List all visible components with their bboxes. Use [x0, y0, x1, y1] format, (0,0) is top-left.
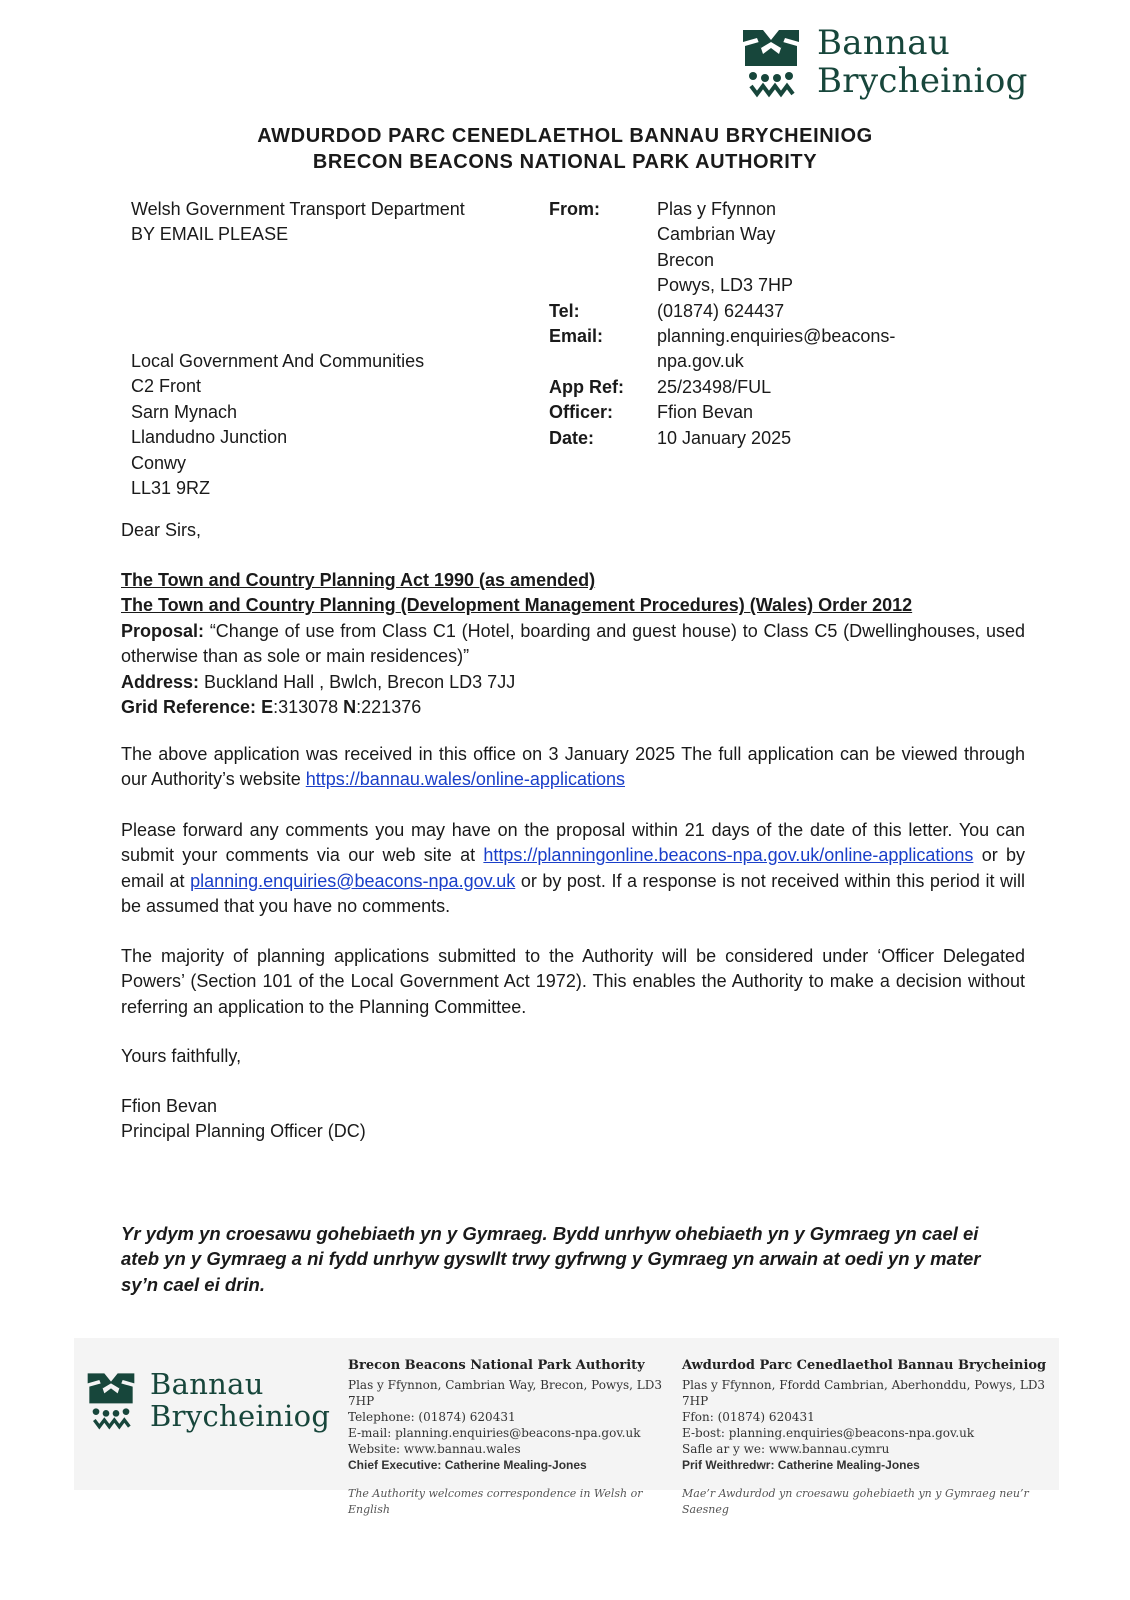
park-emblem-icon	[741, 26, 801, 98]
footer-en-title: Brecon Beacons National Park Authority	[348, 1358, 645, 1373]
from-line: Cambrian Way	[657, 224, 776, 245]
footer-en-address: Plas y Ffynnon, Cambrian Way, Brecon, Powys, LD3 7HP	[348, 1378, 662, 1408]
from-line: Powys, LD3 7HP	[657, 275, 794, 296]
from-label: From:	[549, 199, 600, 219]
recipient-line: Llandudno Junction	[131, 427, 288, 448]
recipient-line: Welsh Government Transport Department	[131, 199, 465, 219]
date-label: Date:	[549, 427, 595, 448]
brand-logo	[741, 24, 1031, 104]
footer-cy-email: E-bost: planning.enquiries@beacons-npa.gov.uk	[682, 1426, 975, 1440]
address-label: Address:	[121, 671, 200, 692]
recipient-line: Sarn Mynach	[131, 401, 238, 422]
paragraph-received	[121, 742, 1025, 793]
signatory-name: Ffion Bevan	[121, 1096, 218, 1116]
footer-welsh	[682, 1358, 1058, 1518]
paragraph-received-text: The above application was received in this office on 3 January 2025 The full application can be viewed through our Authority’s website	[121, 744, 1025, 790]
app-ref-label: App Ref:	[549, 376, 624, 397]
footer-logo	[86, 1367, 331, 1438]
grid-e-value: :313078	[273, 697, 344, 718]
grid-n-label: N	[343, 697, 357, 718]
paragraph-comments-text1: Please forward any comments you may have on the proposal within 21 days of the date of this letter. You can submit your comments via our web site at	[121, 820, 1025, 866]
footer-cy-phone: Ffon: (01874) 620431	[682, 1410, 815, 1424]
salutation: Dear Sirs,	[121, 520, 202, 540]
footer-cy-web: Safle ar y we: www.bannau.cymru	[682, 1442, 890, 1456]
address-line	[121, 670, 1025, 695]
sender-values	[657, 197, 1027, 451]
park-emblem-icon	[86, 1370, 136, 1430]
act-title-2: The Town and Country Planning (Development Management Procedures) (Wales) Order 2012	[121, 595, 913, 616]
recipient-line: Conwy	[131, 452, 187, 473]
grid-reference-line	[121, 695, 1025, 720]
from-line: Plas y Ffynnon	[657, 199, 777, 219]
footer-en-exec: Chief Executive: Catherine Mealing-Jones	[348, 1458, 587, 1472]
authority-heading-english: BRECON BEACONS NATIONAL PARK AUTHORITY	[312, 151, 818, 173]
recipient-address	[131, 349, 424, 501]
proposal-label: Proposal:	[121, 620, 205, 641]
brand-line2: Brycheiniog	[817, 61, 1028, 101]
brand-line1: Bannau	[817, 23, 951, 63]
welsh-language-notice: Yr ydym yn croesawu gohebiaeth yn y Gymraeg. Bydd unrhyw ohebiaeth yn y Gymraeg yn cael ei ateb yn y Gymraeg a ni fydd unrhyw gyswllt trwy gyfrwng y Gymraeg yn arwain at oedi yn y mater sy’n cael ei drin.	[121, 1223, 981, 1295]
footer-en-email: E-mail: planning.enquiries@beacons-npa.gov.uk	[348, 1426, 641, 1440]
grid-e-label: E	[261, 697, 274, 718]
recipient-line: Local Government And Communities	[131, 351, 425, 371]
recipient-line: LL31 9RZ	[131, 478, 211, 499]
recipient-line: C2 Front	[131, 376, 202, 397]
authority-heading-welsh: AWDURDOD PARC CENEDLAETHOL BANNAU BRYCHEINIOG	[257, 125, 873, 147]
from-line: Brecon	[657, 249, 715, 270]
officer-value: Ffion Bevan	[657, 402, 754, 423]
letter-footer	[74, 1338, 1059, 1516]
footer-cy-title: Awdurdod Parc Cenedlaethol Bannau Brycheiniog	[682, 1358, 1047, 1373]
paragraph-comments-text2: or by email at	[121, 845, 1025, 891]
footer-en-note: The Authority welcomes correspondence in Welsh or English	[348, 1487, 643, 1516]
footer-cy-address: Plas y Ffynnon, Ffordd Cambrian, Aberhonddu, Powys, LD3 7HP	[682, 1378, 1046, 1408]
site-address: Buckland Hall , Bwlch, Brecon LD3 7JJ	[204, 671, 516, 692]
officer-label: Officer:	[549, 402, 614, 423]
proposal-line	[121, 619, 1025, 670]
email-value-line2: npa.gov.uk	[657, 351, 744, 372]
footer-cy-exec: Prif Weithredwr: Catherine Mealing-Jones	[682, 1458, 920, 1472]
planning-online-link[interactable]: https://planningonline.beacons-npa.gov.uk/online-applications	[483, 845, 974, 866]
sender-labels	[549, 197, 659, 451]
recipient-line: BY EMAIL PLEASE	[131, 224, 289, 245]
grid-n-value: :221376	[356, 697, 422, 718]
planning-email-link[interactable]: planning.enquiries@beacons-npa.gov.uk	[190, 870, 516, 891]
recipient-block-top	[131, 197, 465, 248]
app-ref-value: 25/23498/FUL	[657, 376, 772, 397]
footer-brand-line1: Bannau	[150, 1367, 264, 1401]
date-value: 10 January 2025	[657, 427, 792, 448]
closing: Yours faithfully,	[121, 1046, 242, 1066]
paragraph-delegated-powers: The majority of planning applications submitted to the Authority will be considered under ‘Officer Delegated Powers’ (Section 101 of the Local Government Act 1972). This enables the Authority to make a decision without referring an application to the Planning Committee.	[121, 946, 1025, 1017]
footer-brand-line2: Brycheiniog	[150, 1399, 331, 1433]
proposal-text: “Change of use from Class C1 (Hotel, boarding and guest house) to Class C5 (Dwellinghouses, used otherwise than as sole or main residences)”	[121, 620, 1025, 667]
signature-block	[121, 1094, 366, 1145]
footer-english	[348, 1358, 668, 1518]
grid-label: Grid Reference:	[121, 697, 257, 718]
email-value-line1: planning.enquiries@beacons-	[657, 326, 896, 347]
act-title-1: The Town and Country Planning Act 1990 (as amended)	[121, 570, 596, 590]
footer-en-phone: Telephone: (01874) 620431	[348, 1410, 516, 1424]
online-applications-link[interactable]: https://bannau.wales/online-applications	[305, 769, 625, 790]
subject-block	[121, 568, 1025, 720]
paragraph-comments	[121, 818, 1025, 920]
footer-cy-note: Mae’r Awdurdod yn croesawu gohebiaeth yn y Gymraeg neu’r Saesneg	[682, 1487, 1029, 1516]
signatory-title: Principal Planning Officer (DC)	[121, 1121, 366, 1142]
paragraph-comments-text3: or by post. If a response is not received within this period it will be assumed that you have no comments.	[121, 870, 1026, 917]
email-label: Email:	[549, 326, 604, 346]
footer-en-web: Website: www.bannau.wales	[348, 1442, 521, 1456]
tel-label: Tel:	[549, 300, 580, 321]
tel-value: (01874) 624437	[657, 300, 785, 321]
